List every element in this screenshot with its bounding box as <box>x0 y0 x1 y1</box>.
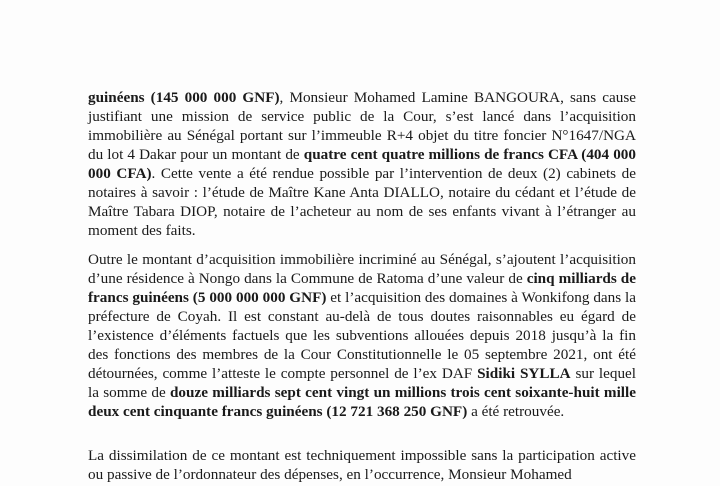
paragraph-acquisition-senegal <box>88 88 636 240</box>
paragraph-text: Outre le montant d’acquisition immobilière incriminé au Sénégal, s’ajoutent l’acquisition d’une résidence à Nongo dans la Commune de Ratoma d’une valeur de <box>88 251 636 287</box>
paragraph-dissimulation <box>88 446 636 484</box>
bold-amount-cfa: quatre cent quatre millions de francs CFA (404 000 000 CFA) <box>88 146 636 182</box>
paragraph-text: . Cette vente a été rendue possible par l’intervention de deux (2) cabinets de notaires à savoir : l’étude de Maître Kane Anta DIALLO, notaire du cédant et l’étude de Maître Tabara DIOP, notaire de l’acheteur au nom de ses enfants vivant à l’étranger au moment des faits. <box>88 165 636 239</box>
paragraph-text: sur lequel la somme de <box>88 365 636 401</box>
bold-person-name: Sidiki SYLLA <box>477 365 571 382</box>
bold-amount-residence: cinq milliards de francs guinéens (5 000 000 000 GNF) <box>88 270 636 306</box>
paragraph-text: , Monsieur Mohamed Lamine BANGOURA, sans cause justifiant une mission de service public de la Cour, s’est lancé dans l’acquisition immobilière au Sénégal portant sur l’immeuble R+4 objet du titre foncier N°1647/NGA du lot 4 Dakar pour un montant de <box>88 89 636 163</box>
bold-amount-account: douze milliards sept cent vingt un millions trois cent soixante-huit mille deux cent cinquante francs guinéens (12 721 368 250 GNF) <box>88 384 636 420</box>
paragraph-text: et l’acquisition des domaines à Wonkifong dans la préfecture de Coyah. Il est constant au-delà de tous doutes raisonnables eu égard de l’existence d’éléments factuels que les subventions allouées depuis 2018 jusqu’à la fin des fonctions des membres de la Cour Constitutionnelle le 05 septembre 2021, ont été détournées, comme l’atteste le compte personnel de l’ex DAF <box>88 289 636 382</box>
paragraph-text: La dissimilation de ce montant est techniquement impossible sans la participation active ou passive de l’ordonnateur des dépenses, en l’occurrence, Monsieur Mohamed <box>88 447 636 483</box>
paragraph-other-acquisitions <box>88 250 636 421</box>
paragraph-text: a été retrouvée. <box>467 403 565 420</box>
bold-amount-gnf: guinéens (145 000 000 GNF) <box>88 89 280 106</box>
